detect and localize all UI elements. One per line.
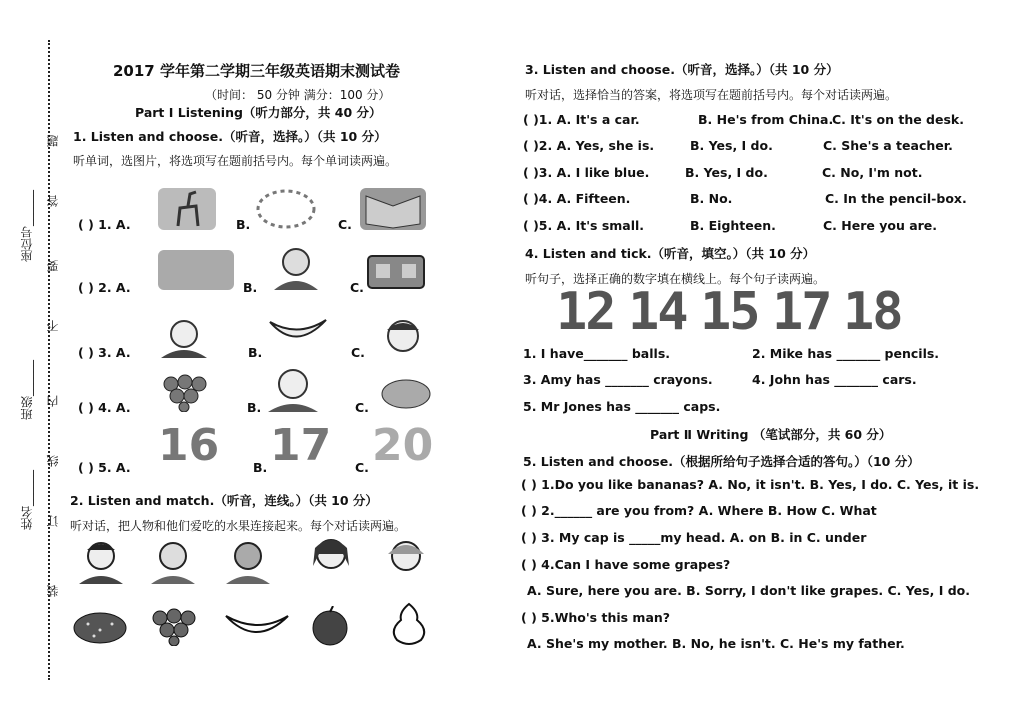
q4-sentence-5: 5. Mr Jones has _______ caps. (523, 399, 721, 414)
bag-picture (364, 246, 428, 290)
q3-row-1-b: B. He's from China. (698, 112, 834, 127)
q1-row-3-num: ( ) 3. A. (78, 345, 131, 360)
giraffe-picture (158, 188, 216, 230)
q1-row-5-c: C. (355, 460, 369, 475)
person-4-picture (303, 534, 359, 584)
q5-title: 5. Listen and choose.（根据所给句子选择合适的答句。）（10 分） (523, 454, 920, 469)
margin-char: 线 (46, 455, 60, 467)
margin-char: 订 (46, 515, 60, 527)
q3-row-5-b: B. Eighteen. (690, 218, 776, 233)
q4-title: 4. Listen and tick.（听音，填空。）（共 10 分） (525, 246, 816, 261)
number-20-picture: 20 (372, 420, 434, 471)
boy-picture (373, 316, 433, 358)
banana-fruit-picture (222, 606, 292, 646)
class-field-label: 班级______ (20, 360, 34, 420)
q5-line-1: ( ) 1.Do you like bananas? A. No, it isn't. B. Yes, I do. C. Yes, it is. (521, 477, 980, 492)
q1-row-2-b: B. (243, 280, 258, 295)
q5-line-2: ( ) 2.______ are you from? A. Where B. How C. What (521, 503, 877, 518)
person-3-picture (222, 538, 274, 584)
q5-line-5: ( ) 5.Who's this man? (521, 610, 671, 625)
strawberry-picture (70, 608, 130, 646)
margin-char: 题 (46, 135, 60, 147)
margin-char: 不 (46, 320, 60, 332)
q1-row-5-num: ( ) 5. A. (78, 460, 131, 475)
q1-row-4-c: C. (355, 400, 369, 415)
grandmother-picture (155, 318, 213, 358)
number-14: 14 (628, 282, 687, 342)
banana-picture (266, 312, 330, 354)
grandfather-picture (262, 366, 324, 412)
q1-row-1-c: C. (338, 217, 352, 232)
margin-char: 装 (46, 585, 60, 597)
exam-subtitle: （时间： 50 分钟 满分：100 分） (205, 88, 391, 102)
person-1-picture (75, 538, 127, 584)
q3-row-2-b: B. Yes, I do. (690, 138, 773, 153)
number-18: 18 (843, 282, 902, 342)
grapes-picture (157, 370, 215, 412)
pear-picture (378, 374, 438, 410)
q3-row-4-a: ( )4. A. Fifteen. (523, 191, 631, 206)
q3-instructions: 听对话，选择恰当的答案，将选项写在题前括号内。每个对话读两遍。 (525, 88, 898, 102)
q1-title: 1. Listen and choose.（听音，选择。）（共 10 分） (73, 129, 387, 144)
seat-field-label: 座位号______ (20, 190, 34, 262)
q3-row-3-c: C. No, I'm not. (822, 165, 923, 180)
q3-row-2-c: C. She's a teacher. (823, 138, 953, 153)
part1-heading: Part Ⅰ Listening（听力部分，共 40 分） (135, 105, 382, 120)
number-12: 12 (556, 282, 615, 342)
man-picture (268, 244, 324, 290)
person-5-picture (378, 536, 434, 584)
book-picture (360, 188, 426, 230)
q1-row-1-b: B. (236, 217, 251, 232)
q1-row-4-b: B. (247, 400, 262, 415)
map-picture (158, 250, 234, 290)
q1-row-5-b: B. (253, 460, 268, 475)
q1-row-2-num: ( ) 2. A. (78, 280, 131, 295)
q5-line-4: ( ) 4.Can I have some grapes? (521, 557, 731, 572)
q3-row-2-a: ( )2. A. Yes, she is. (523, 138, 655, 153)
q5-line-3: ( ) 3. My cap is _____my head. A. on B. in C. under (521, 530, 867, 545)
exam-title: 2017 学年第二学期三年级英语期末测试卷 (113, 62, 400, 80)
q5-line-4-options: A. Sure, here you are. B. Sorry, I don't like grapes. C. Yes, I do. (527, 583, 970, 598)
pear-fruit-picture (385, 600, 433, 646)
q4-sentence-1: 1. I have_______ balls. (523, 346, 671, 361)
q3-row-5-c: C. Here you are. (823, 218, 938, 233)
q3-row-5-a: ( )5. A. It's small. (523, 218, 645, 233)
q3-row-3-b: B. Yes, I do. (685, 165, 768, 180)
q3-title: 3. Listen and choose.（听音，选择。）（共 10 分） (525, 62, 839, 77)
q3-row-4-c: C. In the pencil-box. (825, 191, 967, 206)
q3-row-1-a: ( )1. A. It's a car. (523, 112, 640, 127)
grapes-fruit-picture (148, 604, 202, 646)
margin-char: 答 (46, 195, 60, 207)
q5-line-5-options: A. She's my mother. B. No, he isn't. C. He's my father. (527, 636, 905, 651)
q4-sentence-3: 3. Amy has _______ crayons. (523, 372, 713, 387)
margin-char: 内 (46, 395, 60, 407)
q3-row-4-b: B. No. (690, 191, 733, 206)
ball-picture (255, 188, 317, 230)
name-field-label: 姓名______ (20, 470, 34, 530)
number-17: 17 (772, 282, 831, 342)
margin-char: 要 (46, 260, 60, 272)
number-16-picture: 16 (158, 420, 220, 471)
q4-instructions: 听句子，选择正确的数字填在横线上。每个句子读两遍。 (525, 272, 826, 286)
person-2-picture (147, 538, 199, 584)
q1-row-2-c: C. (350, 280, 364, 295)
q1-row-4-num: ( ) 4. A. (78, 400, 131, 415)
q3-row-3-a: ( )3. A. I like blue. (523, 165, 650, 180)
part2-heading: Part Ⅱ Writing （笔试部分，共 60 分） (650, 427, 892, 442)
q1-row-3-b: B. (248, 345, 263, 360)
q1-instructions: 听单词，选图片，将选项写在题前括号内。每个单词读两遍。 (73, 154, 398, 168)
q4-sentence-2: 2. Mike has _______ pencils. (752, 346, 940, 361)
q1-row-3-c: C. (351, 345, 365, 360)
q2-title: 2. Listen and match.（听音，连线。）（共 10 分） (70, 493, 378, 508)
q4-sentence-4: 4. John has _______ cars. (752, 372, 917, 387)
q2-instructions: 听对话，把人物和他们爱吃的水果连接起来。每个对话读两遍。 (70, 519, 407, 533)
apple-picture (305, 606, 355, 646)
number-15: 15 (700, 282, 759, 342)
q3-row-1-c: C. It's on the desk. (832, 112, 964, 127)
q1-row-1-num: ( ) 1. A. (78, 217, 131, 232)
number-17-picture: 17 (270, 420, 332, 471)
